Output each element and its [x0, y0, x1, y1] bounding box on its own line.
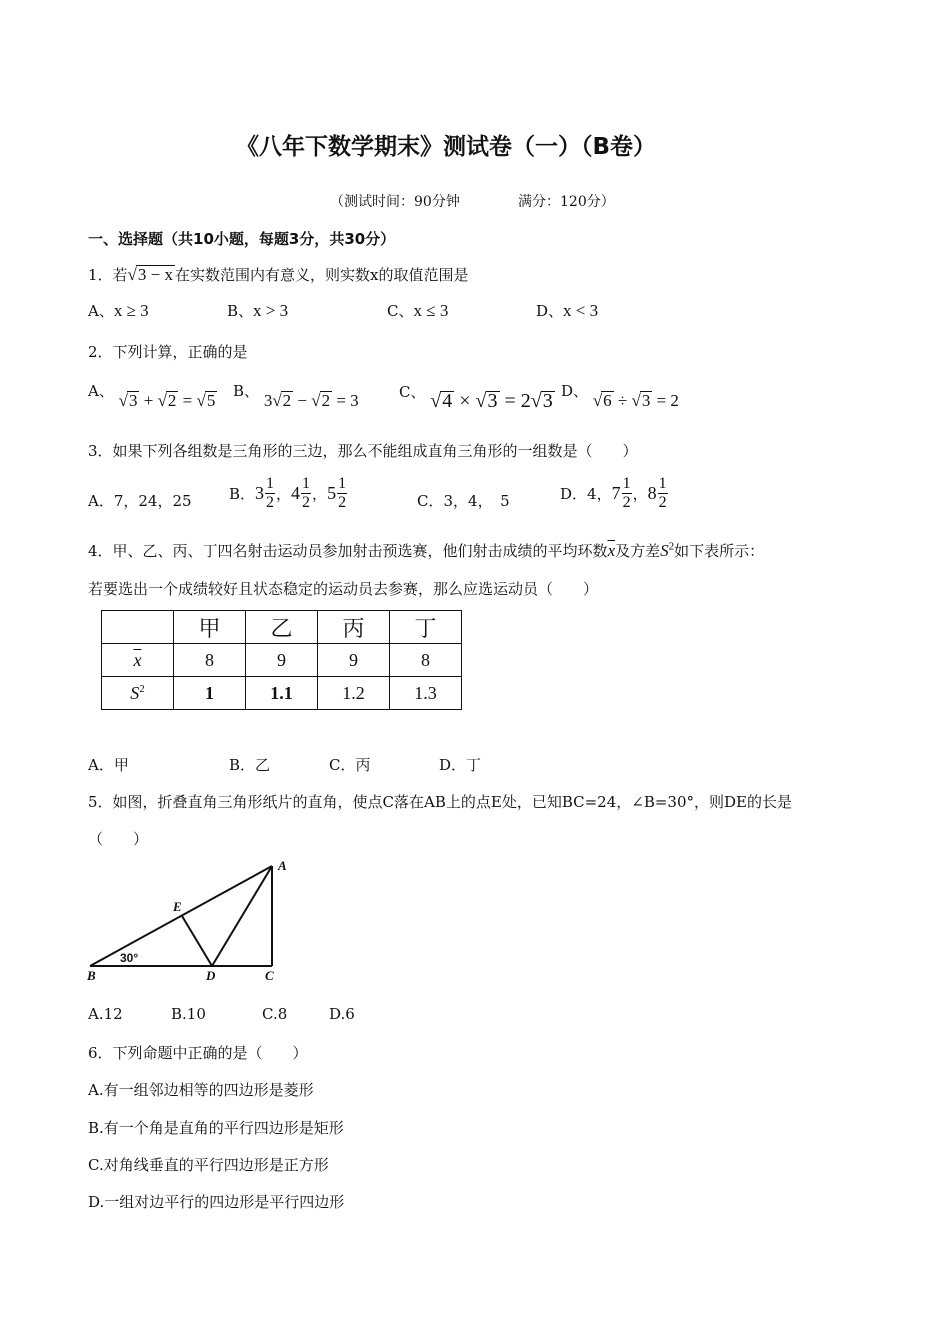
- table-cell: 1.3: [390, 677, 462, 710]
- table-row-variance: [102, 677, 462, 710]
- q2-option-d: D、 √6 ÷ √3 = 2: [561, 382, 679, 410]
- q6-option-d: D.一组对边平行的四边形是平行四边形: [88, 1193, 345, 1211]
- question-1: [88, 264, 468, 285]
- table-cell: 9: [246, 644, 318, 677]
- label-b: B: [87, 968, 96, 983]
- q3-option-c: C．3，4， 5: [417, 492, 510, 510]
- table-cell: 1: [174, 677, 246, 710]
- q1-option-a: A、x ≥ 3: [88, 301, 149, 320]
- question-2: 2．下列计算，正确的是: [88, 343, 248, 361]
- table-row-label: $S^2$: [102, 677, 174, 710]
- table-row-label: $\overline{x}$: [102, 644, 174, 677]
- q1-radicand: 3 − x: [137, 265, 173, 284]
- x-bar-symbol: $\overline{x}$: [607, 541, 616, 560]
- folded-triangle-figure: [84, 856, 294, 984]
- question-5: 5．如图，折叠直角三角形纸片的直角，使点C落在AB上的点E处，已知BC=24，∠B=30°，则DE的长是: [88, 793, 792, 811]
- question-5-paren: （ ）: [88, 830, 149, 848]
- label-a: A: [278, 858, 287, 873]
- q1-radical: √3 − x: [127, 265, 173, 284]
- label-c: C: [265, 968, 274, 983]
- q2-option-b: B、 3√2 − √2 = 3: [233, 382, 359, 410]
- q4-option-c: C．丙: [329, 756, 371, 774]
- q1-option-b: B、x > 3: [227, 301, 289, 320]
- q2-option-a: A、 √3 + √2 = √5: [88, 382, 216, 410]
- q3-option-d: D．4， 7 $\frac{1}{2}$ ， 8 $\frac{1}{2}$: [560, 475, 667, 511]
- question-3: 3．如果下列各组数是三角形的三边，那么不能组成直角三角形的一组数是（ ）: [88, 442, 638, 460]
- q5-option-c: C.8: [262, 1005, 288, 1023]
- q4-option-a: A．甲: [88, 756, 129, 774]
- table-header-cell: 乙: [246, 611, 318, 644]
- q5-option-d: D.6: [329, 1005, 355, 1023]
- table-cell: 9: [318, 644, 390, 677]
- q1-option-d: D、x < 3: [536, 301, 599, 320]
- table-cell: 1.1: [246, 677, 318, 710]
- score-table: [101, 610, 462, 710]
- q1-prefix: 1．若: [88, 266, 128, 284]
- question-4-line-2: 若要选出一个成绩较好且状态稳定的运动员去参赛，那么应选运动员（ ）: [88, 580, 599, 598]
- q3-option-a: A．7，24，25: [88, 492, 192, 510]
- section-heading: 一、选择题（共10小题，每题3分，共30分）: [88, 230, 396, 248]
- q6-option-c: C.对角线垂直的平行四边形是正方形: [88, 1156, 329, 1174]
- table-header-cell: 丁: [390, 611, 462, 644]
- q4-option-d: D．丁: [439, 756, 482, 774]
- q1-suffix: 在实数范围内有意义，则实数x的取值范围是: [174, 266, 469, 284]
- q3-option-b: B． 3 $\frac{1}{2}$ ， 4 $\frac{1}{2}$ ， 5 $\frac{1}{2}$: [229, 475, 347, 511]
- q1-option-c: C、x ≤ 3: [387, 301, 449, 320]
- table-cell: 8: [390, 644, 462, 677]
- question-4-line-1: 4．甲、乙、丙、丁四名射击运动员参加射击预选赛，他们射击成绩的平均环数$\overline{x}$及方差$S^2$如下表所示：: [88, 540, 765, 560]
- label-d: D: [206, 968, 216, 983]
- q6-option-b: B.有一个角是直角的平行四边形是矩形: [88, 1119, 344, 1137]
- table-cell: 8: [174, 644, 246, 677]
- question-6: 6．下列命题中正确的是（ ）: [88, 1044, 308, 1062]
- subtitle-score: 满分：120分）: [518, 194, 615, 210]
- q6-option-a: A.有一组邻边相等的四边形是菱形: [88, 1081, 314, 1099]
- q4-option-b: B．乙: [229, 756, 271, 774]
- q5-option-a: A.12: [88, 1005, 123, 1023]
- page-title: 《八年下数学期末》测试卷（一）（B卷）: [236, 134, 657, 160]
- table-header-cell: 丙: [318, 611, 390, 644]
- table-header-row: [102, 611, 462, 644]
- angle-label: 30°: [120, 951, 139, 965]
- subtitle-time: （测试时间：90分钟: [330, 194, 460, 210]
- q5-option-b: B.10: [171, 1005, 206, 1023]
- table-corner-cell: [102, 611, 174, 644]
- table-cell: 1.2: [318, 677, 390, 710]
- table-row-mean: [102, 644, 462, 677]
- table-header-cell: 甲: [174, 611, 246, 644]
- q2-option-c: C、 √4 × √3 = 2√3: [399, 383, 553, 412]
- label-e: E: [173, 899, 182, 914]
